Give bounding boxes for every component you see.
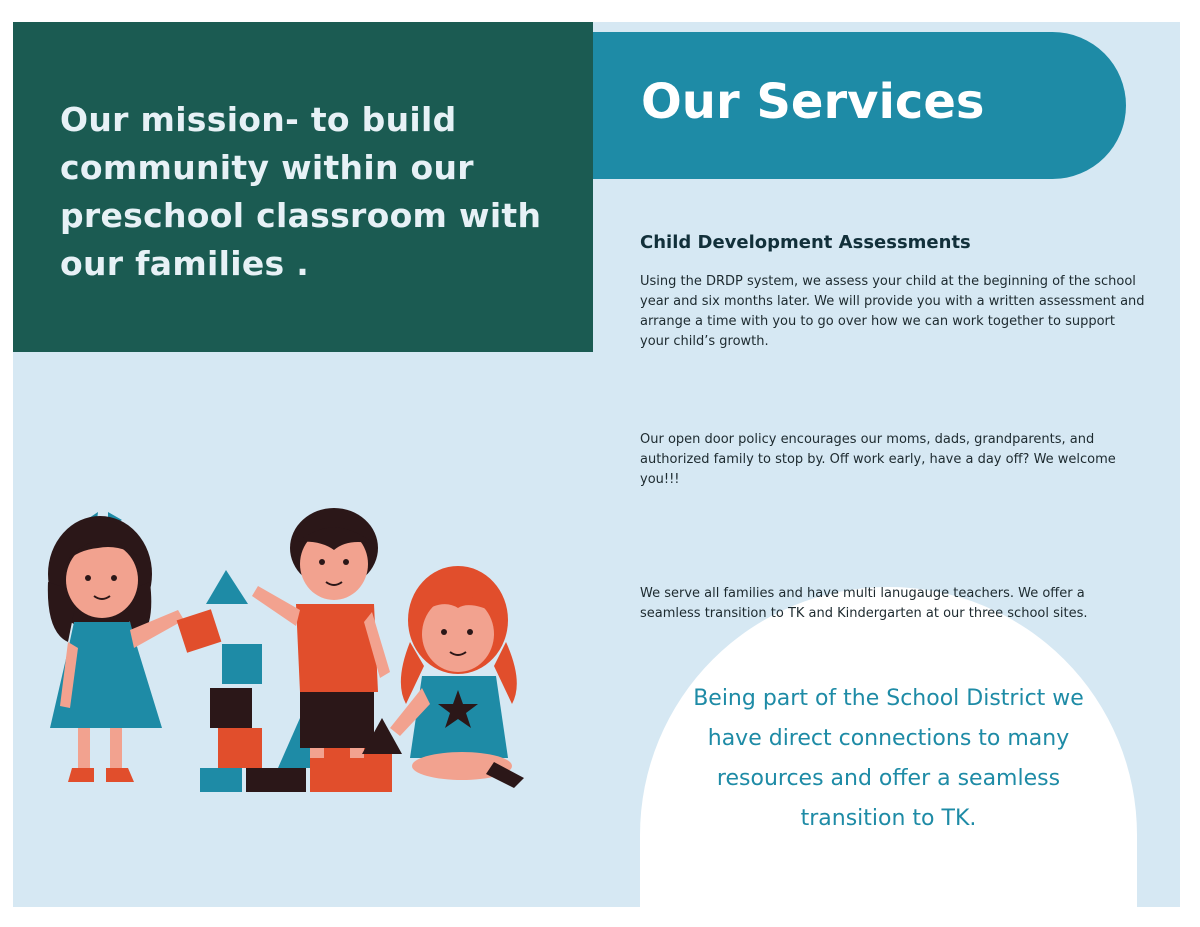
boy-figure <box>252 508 390 758</box>
girl-left-figure <box>48 512 184 782</box>
mission-panel <box>13 22 593 352</box>
services-banner <box>593 32 1126 179</box>
services-title: Our Services <box>641 74 985 130</box>
families-paragraph: We serve all families and have multi lanugauge teachers. We offer a seamless transition to TK and Kindergarten at our three school sites. <box>640 586 1088 621</box>
section-heading: Child Development Assessments <box>640 232 971 253</box>
open-door-paragraph: Our open door policy encourages our moms, dads, grandparents, and authorized family to stop by. Off work early, have a day off? We welcome you!!! <box>640 432 1116 487</box>
children-playing-with-blocks-illustration <box>38 492 538 792</box>
callout-arch <box>640 587 1137 907</box>
services-page <box>13 22 1180 907</box>
assessment-paragraph: Using the DRDP system, we assess your child at the beginning of the school year and six months later. We will provide you with a written assessment and arrange a time with you to go over how we can work together to support your child’s growth. <box>640 274 1145 349</box>
mission-statement: Our mission- to build community within our preschool classroom with our families . <box>60 100 542 283</box>
callout-text: Being part of the School District we have direct connections to many resources and offer a seamless transition to TK. <box>693 686 1084 831</box>
